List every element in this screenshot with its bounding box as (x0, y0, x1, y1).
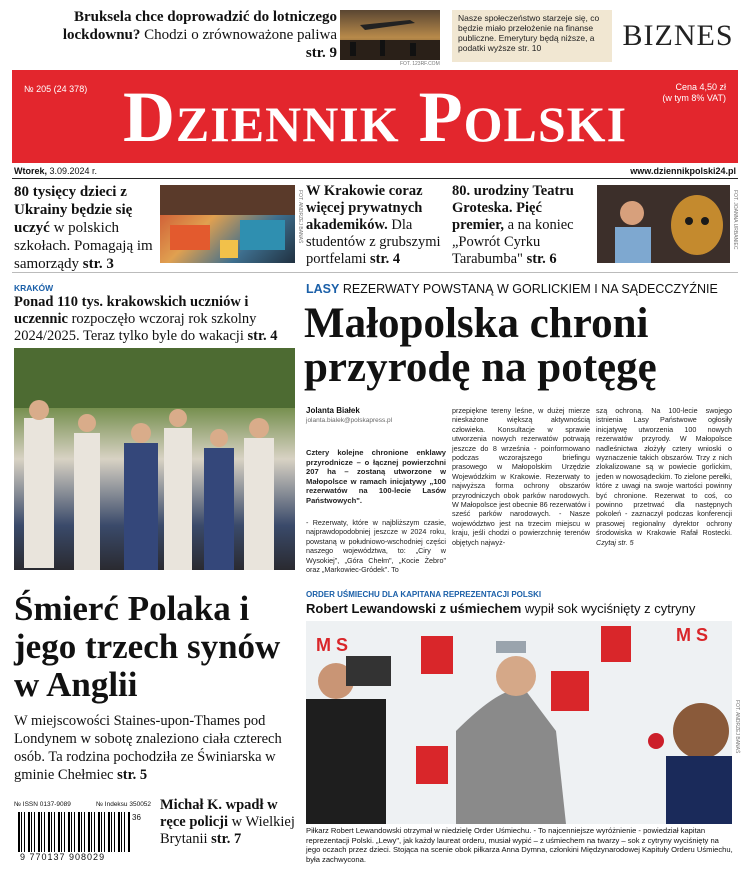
teaser-groteska[interactable] (452, 183, 592, 268)
students-photo (14, 348, 295, 570)
teaser-ukraine-rest: w polskich szkołach. Pomagają im samorządy (14, 220, 153, 272)
barcode-bar (88, 812, 90, 852)
lewandowski-photo-art (306, 621, 732, 824)
airport-photo-art (340, 10, 440, 60)
teaser-groteska-page: str. 6 (526, 251, 557, 267)
airport-photo (340, 10, 440, 60)
lead-headline[interactable]: Małopolska chroni przyrodę na potęgę (304, 300, 657, 391)
lewandowski-photo (306, 621, 732, 824)
teaser-lockdown-bold: Bruksela chce doprowadzić do lotniczego lockdownu? (62, 9, 337, 43)
lead-lede: Cztery kolejne chronione enklawy przyrodnicze – o łącznej powierzchni 207 ha – zostaną utworzone w Małopolsce w ramach inicjatywy „100 rezerwatów na 100-lecie Lasów Państwowych". (306, 448, 446, 505)
date-day: Wtorek, (14, 166, 48, 176)
barcode-bar (104, 812, 105, 852)
teaser-photo-credit: FOT. 123RF.COM (400, 61, 440, 67)
barcode-bar (101, 812, 102, 852)
dormitory-photo-credit: FOT. ANDRZEJ BANAŚ (297, 190, 303, 244)
date-line (14, 166, 97, 176)
barcode-bar (78, 812, 80, 852)
teaser-ukraine-page: str. 3 (82, 256, 114, 272)
barcode-bar (94, 812, 95, 852)
teaser-lockdown-page: str. 9 (305, 45, 337, 61)
barcode-issue: 36 (132, 813, 141, 822)
barcode-bar (24, 812, 25, 852)
lewandowski-photo-credit: FOT. ANDRZEJ BANAŚ (734, 700, 740, 754)
death-text-page: str. 5 (117, 767, 148, 783)
teaser-lockdown[interactable] (52, 8, 337, 62)
barcode-bar (31, 812, 32, 852)
section-label-biznes[interactable]: BIZNES (622, 19, 734, 52)
barcode-bar (58, 812, 60, 852)
byline-email[interactable]: jolanta.bialek@polskapress.pl (306, 417, 393, 424)
read-more-link[interactable]: Czytaj str. 5 (596, 537, 634, 547)
barcode-bar (21, 812, 22, 852)
article-column-3 (596, 406, 732, 547)
order-head-rest: wypił sok wyciśnięty z cytryny (521, 601, 696, 616)
teaser-pension-page: str. 10 (518, 43, 542, 53)
dormitory-photo (160, 185, 295, 263)
price-line1: Cena 4,50 zł (675, 82, 726, 92)
students-photo-art (14, 348, 295, 570)
barcode-bar (41, 812, 42, 852)
barcode-bar (38, 812, 40, 852)
teaser-ukraine[interactable] (14, 183, 156, 273)
krakow-head-rest: rozpoczęło wczoraj rok szkolny 2024/2025. Teraz tylko byle do wakacji (14, 311, 257, 344)
groteska-photo (597, 185, 730, 263)
order-head-bold: Robert Lewandowski z uśmiechem (306, 601, 522, 616)
divider (12, 272, 738, 273)
article-column-1: - Rezerwaty, które w najbliższym czasie, najprawdopodobniej jeszcze w 2024 roku, powstaną w południowo-wschodniej części naszego województwa, to: „Ciry w Wysokiej", „Góra Chełm", „Kocie Żebro" oraz „Markowiec-Gródek". To (306, 518, 446, 575)
order-caption: Piłkarz Robert Lewandowski otrzymał w niedzielę Order Uśmiechu. - To najcenniejsze wyróżnienie - powiedział kapitan reprezentacji Polski. „Lewy", jak każdy laureat orderu, musiał wypić – z uśmiechem na twarzy – sok z cytryny wyciśnięty na jego oczach przez dzieci. Stojąca na scenie obok piłkarza Anna Dymna, członkini Międzynarodowej Kapituły Orderu Uśmiechu, była zachwycona. (306, 826, 733, 864)
dormitory-photo-art (160, 185, 295, 263)
barcode-bar (121, 812, 122, 852)
barcode-bar (98, 812, 100, 852)
barcode-bar (18, 812, 20, 852)
price-line2: (w tym 8% VAT) (662, 93, 726, 103)
barcode-bar (111, 812, 112, 852)
byline-author: Jolanta Białek (306, 406, 360, 415)
banner-text-right: M S (676, 625, 709, 645)
barcode-bar (48, 812, 50, 852)
teaser-groteska-bold: 80. urodziny Teatru Groteska. Pięć premier, (452, 183, 574, 233)
groteska-photo-art (597, 185, 730, 263)
order-headline[interactable] (306, 601, 736, 617)
issue-number: № 205 (24 378) (24, 84, 88, 94)
barcode-bar (61, 812, 62, 852)
death-headline[interactable]: Śmierć Polaka i jego trzech synów w Anglii (14, 589, 281, 704)
death-text-body: W miejscowości Staines-upon-Thames pod Londynem w sobotę znaleziono ciała czterech osób. Ta rodzina pochodziła ze Świniarska w gminie Chełmiec (14, 713, 282, 783)
barcode-bar (91, 812, 92, 852)
issn: № ISSN 0137-9089 (14, 801, 71, 808)
website-link[interactable]: www.dziennikpolski24.pl (630, 166, 736, 176)
krakow-head-bold: Ponad 110 tys. krakowskich uczniów i uczennic (14, 294, 249, 327)
teaser-academic-rest: Dla studentów z grubszymi portfelami (306, 217, 441, 267)
masthead (12, 70, 738, 163)
krakow-kicker: KRAKÓW (14, 283, 54, 293)
teaser-michal[interactable] (160, 797, 300, 848)
barcode-bar (124, 812, 125, 852)
teaser-groteska-rest: a na koniec „Powrót Cyrku Tarabumba" (452, 217, 574, 267)
order-kicker: ORDER UŚMIECHU DLA KAPITANA REPREZENTACJI POLSKI (306, 590, 542, 599)
newspaper-logo[interactable]: Dziennik Polski (122, 77, 628, 157)
article-column-3-text: szą ochroną. Na 100-lecie swojego istnienia Lasy Państwowe ogłosiły inicjatywę utworzenia 100 nowych rezerwatów przyrody. W Małopolsce nadleśnictwa złożyły cztery wnioski o wyznaczenie takich obszarów. Trzy z nich zlokalizowane są w powiecie gorlickim, jeden w nowosądeckim. To zielone perełki, które z uwagi na swoje wartości powinny być chronione. Rezerwat to coś, co powinno przetrwać dla następnych pokoleń - zaznaczył podczas konferencji prasowej regionalny dyrektor ochrony środowiska w Krakowie Rafał Rostecki. (596, 406, 732, 538)
barcode-bar (44, 812, 45, 852)
krakow-head-page: str. 4 (247, 328, 278, 344)
teaser-pension[interactable] (452, 10, 612, 62)
teaser-academic-page: str. 4 (370, 251, 401, 267)
death-text (14, 712, 296, 784)
groteska-photo-credit: FOT. JOANNA URBANIEC (732, 190, 738, 250)
index-number: № Indeksu 350052 (96, 801, 152, 808)
barcode-bar (68, 812, 70, 852)
barcode-bar (71, 812, 72, 852)
barcode-bar (114, 812, 115, 852)
barcode-bar (84, 812, 85, 852)
barcode-bar (54, 812, 55, 852)
teaser-michal-page: str. 7 (211, 831, 242, 847)
barcode-bar (51, 812, 52, 852)
lead-kicker-text: REZERWATY POWSTANĄ W GORLICKIEM I NA SĄDECCZYŹNIE (339, 282, 718, 296)
teaser-pension-text: Nasze społeczeństwo starzeje się, co będzie miało przełożenie na finanse publiczne. Emerytury będą niższe, a podatki wyższe (458, 13, 600, 53)
barcode-bar (28, 812, 30, 852)
lead-kicker-label: LASY (306, 282, 340, 296)
teaser-michal-rest: w Wielkiej Brytanii (160, 814, 295, 847)
teaser-academic-bold: W Krakowie coraz więcej prywatnych akademików. (306, 183, 423, 233)
teaser-lockdown-rest: Chodzi o zrównoważone paliwa (140, 27, 337, 43)
teaser-ukraine-bold: 80 tysięcy dzieci z Ukrainy będzie się uczyć (14, 184, 133, 236)
banner-text-left: M S (316, 635, 349, 655)
price (662, 82, 726, 104)
barcode-bar (34, 812, 35, 852)
teaser-michal-bold: Michał K. wpadł w ręce policji (160, 797, 278, 830)
barcode-bar (64, 812, 65, 852)
article-column-2: przepiękne tereny leśne, w dużej mierze nieskażone większą aktywnością człowieka. Konsultacje w sprawie utworzenia nowych rezerwatów potrwają jeszcze do 8 września - poinformowano podczas wczorajszego briefingu prasowego w Małopolskim Urzędzie Wojewódzkim w Krakowie. Rezerwaty to najwyższa forma ochrony obszarów przyrodniczych obok parków narodowych. W Małopolsce jest obecnie 86 rezerwatów i sześć parków narodowych. - Nasze województwo jest na trzecim miejscu w kraju, jeśli chodzi o powierzchnię terenów objętych najwyż- (452, 406, 590, 547)
lead-kicker (306, 282, 718, 296)
barcode-bar (108, 812, 110, 852)
barcode-bar (128, 812, 130, 852)
teaser-academic[interactable] (306, 183, 446, 268)
krakow-headline[interactable] (14, 294, 296, 345)
barcode-bar (118, 812, 120, 852)
divider (12, 178, 738, 179)
barcode-bar (74, 812, 75, 852)
barcode-bar (81, 812, 82, 852)
barcode-number: 9 770137 908029 (20, 852, 106, 862)
date-value: 3.09.2024 r. (47, 166, 98, 176)
